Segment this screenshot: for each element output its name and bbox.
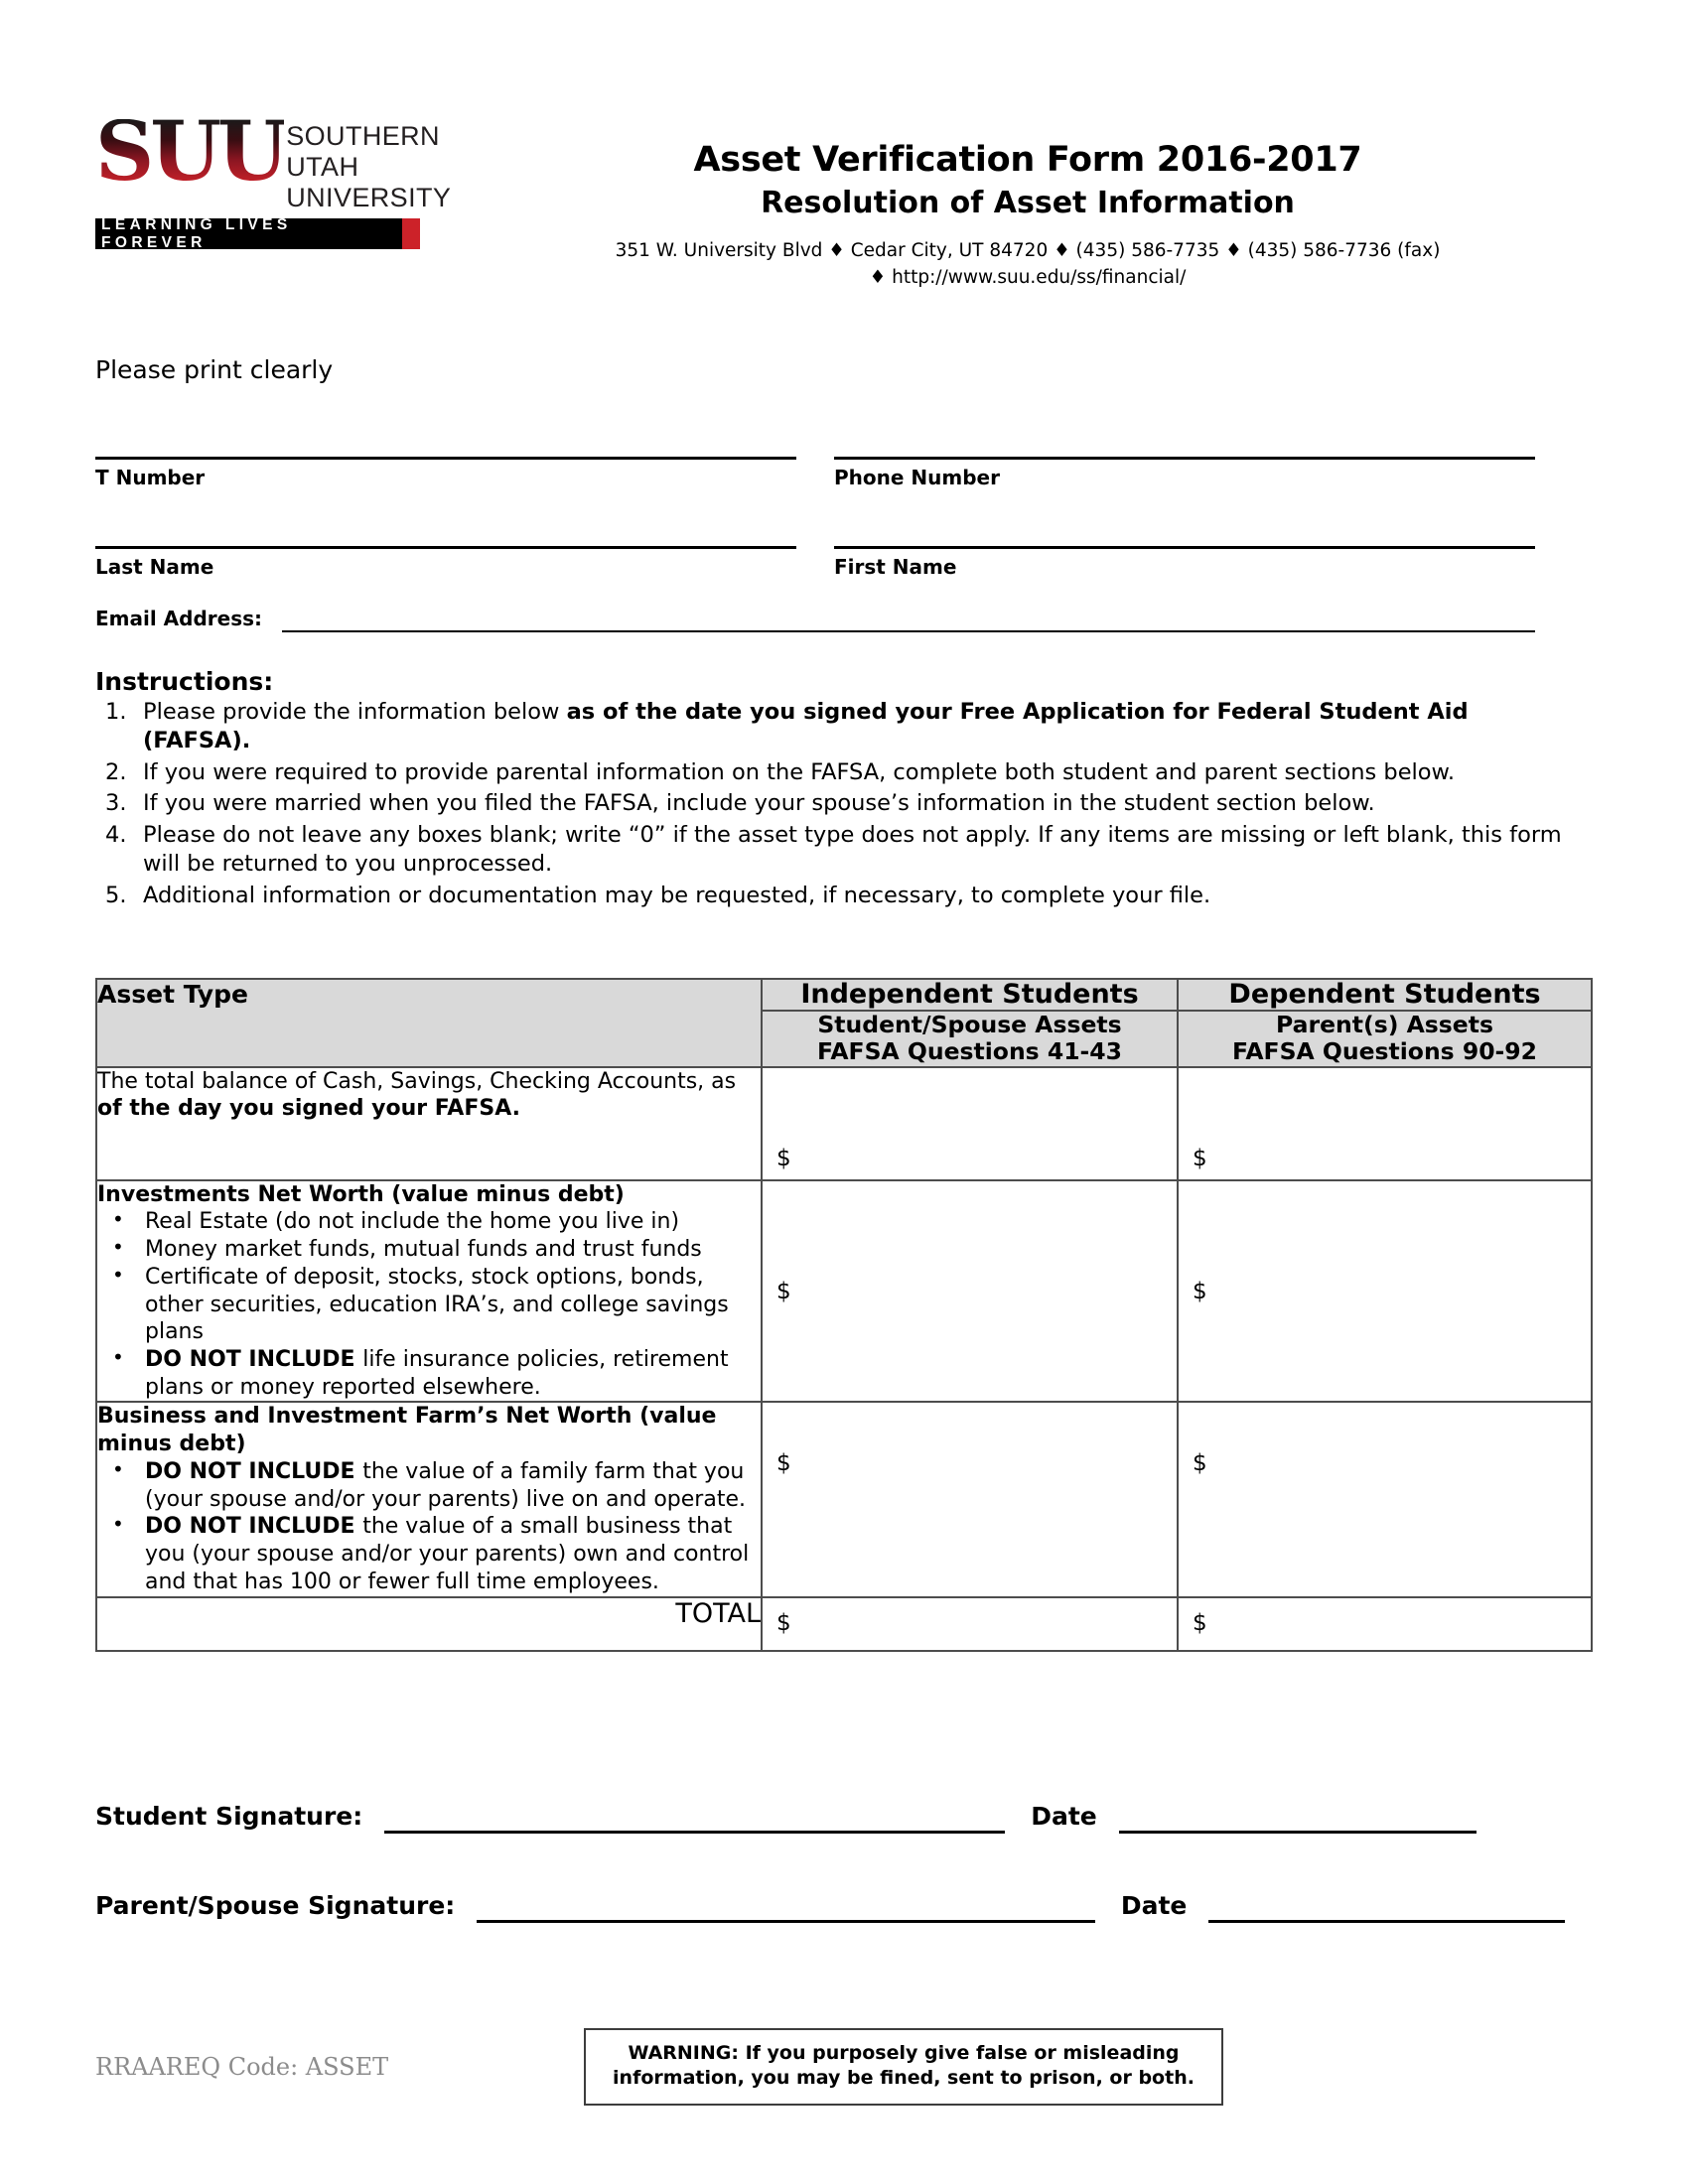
suu-logo-name-line1: SOUTHERN [286, 121, 440, 151]
contact-address-line: 351 W. University Blvd ♦ Cedar City, UT 84720 ♦ (435) 586-7735 ♦ (435) 586-7736 (fax) [615, 239, 1441, 261]
instruction-number: 2. [105, 758, 127, 785]
business-dependent-input[interactable] [1178, 1402, 1592, 1596]
student-signature-input[interactable] [384, 1830, 1005, 1834]
independent-assets-label: Student/Spouse Assets [817, 1011, 1122, 1039]
field-row-1 [95, 427, 1535, 489]
asset-bullet-emphasis: DO NOT INCLUDE [145, 1514, 363, 1540]
asset-type-cash-cell [96, 1067, 762, 1180]
instruction-plain: If you were required to provide parental information on the FAFSA, complete both student and parent sections below. [143, 758, 1456, 785]
investments-bullet-list [97, 1208, 761, 1401]
parent-signature-label: Parent/Spouse Signature: [95, 1891, 456, 1920]
total-label: TOTAL [96, 1597, 762, 1651]
investments-independent-input[interactable] [762, 1180, 1178, 1403]
parent-date-label: Date [1120, 1891, 1188, 1920]
student-date-input[interactable] [1119, 1830, 1477, 1834]
table-header-dependent-sub [1178, 1011, 1592, 1067]
warning-line-2: information, you may be fined, sent to prison, or both. [613, 2067, 1195, 2090]
instruction-plain: Please do not leave any boxes blank; write “0” if the asset type does not apply. If any items are missing or left blank, this form will be returned to you unprocessed. [143, 821, 1562, 878]
email-address-input[interactable] [282, 629, 1535, 632]
independent-fafsa-questions: FAFSA Questions 41-43 [816, 1037, 1122, 1066]
business-bullet-list [97, 1458, 761, 1596]
total-dependent-currency: $ [1193, 1609, 1207, 1636]
instruction-text [143, 758, 1565, 787]
student-signature-row [95, 1802, 1565, 1834]
t-number-field[interactable] [95, 427, 796, 489]
print-clearly-notice: Please print clearly [95, 355, 334, 384]
document-header [0, 0, 1688, 288]
suu-logo-tagline: LEARNING LIVES FOREVER [101, 215, 292, 251]
instruction-item [95, 758, 1565, 787]
t-number-label: T Number [95, 466, 206, 489]
dependent-assets-label: Parent(s) Assets [1276, 1011, 1493, 1039]
asset-bullet-text: the value of a small business that you (your spouse and/or your parents) own and control and that has 100 or fewer full time employees. [145, 1514, 750, 1594]
cash-dependent-input[interactable] [1178, 1067, 1592, 1180]
instruction-text [143, 821, 1565, 880]
asset-type-cash-bold: of the day you signed your FAFSA. [97, 1096, 520, 1122]
asset-bullet-item [145, 1236, 761, 1264]
last-name-input[interactable] [95, 516, 796, 549]
suu-logo-tagline-bar [95, 215, 420, 251]
asset-bullet-item [145, 1458, 761, 1513]
first-name-input[interactable] [834, 516, 1535, 549]
table-header-asset-type: Asset Type [96, 979, 762, 1067]
table-header-row-top [96, 979, 1592, 1011]
asset-bullet-text: Real Estate (do not include the home you live in) [145, 1209, 680, 1235]
email-address-field[interactable] [95, 607, 1535, 632]
footer-code: RRAAREQ Code: ASSET [95, 2053, 389, 2081]
instruction-plain: If you were married when you filed the FAFSA, include your spouse’s information in the student section below. [143, 790, 1375, 817]
student-signature-label: Student Signature: [95, 1802, 363, 1831]
instruction-emphasis: as of the date you signed your Free Application for Federal Student Aid (FAFSA). [143, 699, 1469, 754]
contact-info [427, 238, 1628, 292]
instruction-item [95, 882, 1565, 910]
asset-bullet-emphasis: DO NOT INCLUDE [145, 1458, 363, 1484]
instruction-text [143, 882, 1565, 910]
asset-bullet-text: Certificate of deposit, stocks, stock options, bonds, other securities, education IRA’s, and college savings plans [145, 1264, 729, 1345]
investments-title: Investments Net Worth (value minus debt) [97, 1181, 625, 1207]
asset-bullet-text: the value of a family farm that you (your spouse and/or your parents) live on and operate. [145, 1458, 746, 1512]
page-title: Asset Verification Form 2016-2017 [693, 140, 1362, 180]
business-independent-currency: $ [776, 1450, 791, 1477]
phone-number-label: Phone Number [834, 466, 1000, 489]
suu-logo-name-line2: UTAH [286, 151, 359, 182]
business-title: Business and Investment Farm’s Net Worth (value minus debt) [97, 1404, 717, 1457]
asset-bullet-item [145, 1513, 761, 1595]
asset-type-cash-plain: The total balance of Cash, Savings, Checking Accounts, as [97, 1068, 737, 1094]
asset-bullet-item [145, 1346, 761, 1401]
student-date-label: Date [1031, 1802, 1097, 1831]
table-total-row [96, 1597, 1592, 1651]
field-row-2 [95, 516, 1535, 579]
instruction-number: 3. [105, 790, 127, 817]
instructions-list [95, 698, 1565, 910]
suu-logo-name-line3: UNIVERSITY [286, 182, 452, 212]
asset-table [95, 978, 1593, 1652]
instruction-item [95, 698, 1565, 756]
phone-number-input[interactable] [834, 427, 1535, 460]
business-independent-input[interactable] [762, 1402, 1178, 1596]
total-dependent-input[interactable] [1178, 1597, 1592, 1651]
first-name-label: First Name [834, 555, 957, 579]
page-subtitle: Resolution of Asset Information [761, 185, 1295, 220]
table-header-dependent-students: Dependent Students [1178, 979, 1592, 1011]
contact-website-line: ♦ http://www.suu.edu/ss/financial/ [869, 266, 1187, 288]
asset-bullet-text: life insurance policies, retirement plans or money reported elsewhere. [145, 1347, 729, 1400]
last-name-field[interactable] [95, 516, 796, 579]
table-row [96, 1402, 1592, 1596]
cash-independent-input[interactable] [762, 1067, 1178, 1180]
instruction-item [95, 789, 1565, 818]
warning-line-1: WARNING: If you purposely give false or misleading [628, 2042, 1180, 2064]
instruction-number: 1. [105, 699, 127, 725]
asset-bullet-text: Money market funds, mutual funds and trust funds [145, 1237, 702, 1263]
warning-box [584, 2028, 1223, 2106]
total-independent-currency: $ [776, 1609, 791, 1636]
asset-type-investments-cell [96, 1180, 762, 1403]
investments-independent-currency: $ [776, 1278, 791, 1304]
table-row [96, 1180, 1592, 1403]
email-address-label: Email Address: [95, 607, 263, 630]
suu-logo-mark: SUU [95, 104, 285, 200]
table-row [96, 1067, 1592, 1180]
instruction-text [143, 789, 1565, 818]
suu-logo [95, 104, 452, 251]
total-independent-input[interactable] [762, 1597, 1178, 1651]
asset-bullet-item [145, 1208, 761, 1236]
instruction-number: 4. [105, 821, 127, 848]
cash-independent-currency: $ [776, 1145, 791, 1171]
title-block [427, 139, 1628, 291]
last-name-label: Last Name [95, 555, 214, 579]
table-header-independent-sub [762, 1011, 1178, 1067]
instruction-plain: Please provide the information below [143, 699, 567, 725]
investments-dependent-input[interactable] [1178, 1180, 1592, 1403]
signature-section [95, 1802, 1565, 1980]
parent-signature-row [95, 1891, 1565, 1923]
first-name-field[interactable] [834, 516, 1535, 579]
asset-type-business-cell [96, 1402, 762, 1596]
instructions-heading: Instructions: [95, 667, 274, 696]
instructions-section [95, 667, 1565, 910]
investments-dependent-currency: $ [1193, 1278, 1207, 1304]
applicant-fields [95, 427, 1535, 632]
t-number-input[interactable] [95, 427, 796, 460]
business-dependent-currency: $ [1193, 1450, 1207, 1477]
parent-date-input[interactable] [1208, 1919, 1565, 1923]
parent-signature-input[interactable] [477, 1919, 1095, 1923]
instruction-item [95, 821, 1565, 880]
instruction-number: 5. [105, 882, 127, 908]
dependent-fafsa-questions: FAFSA Questions 90-92 [1231, 1037, 1537, 1066]
cash-dependent-currency: $ [1193, 1145, 1207, 1171]
instruction-text [143, 698, 1565, 756]
asset-bullet-item [145, 1264, 761, 1346]
asset-bullet-emphasis: DO NOT INCLUDE [145, 1347, 363, 1373]
phone-number-field[interactable] [834, 427, 1535, 489]
instruction-plain: Additional information or documentation may be requested, if necessary, to complete your file. [143, 882, 1211, 908]
table-header-independent-students: Independent Students [762, 979, 1178, 1011]
